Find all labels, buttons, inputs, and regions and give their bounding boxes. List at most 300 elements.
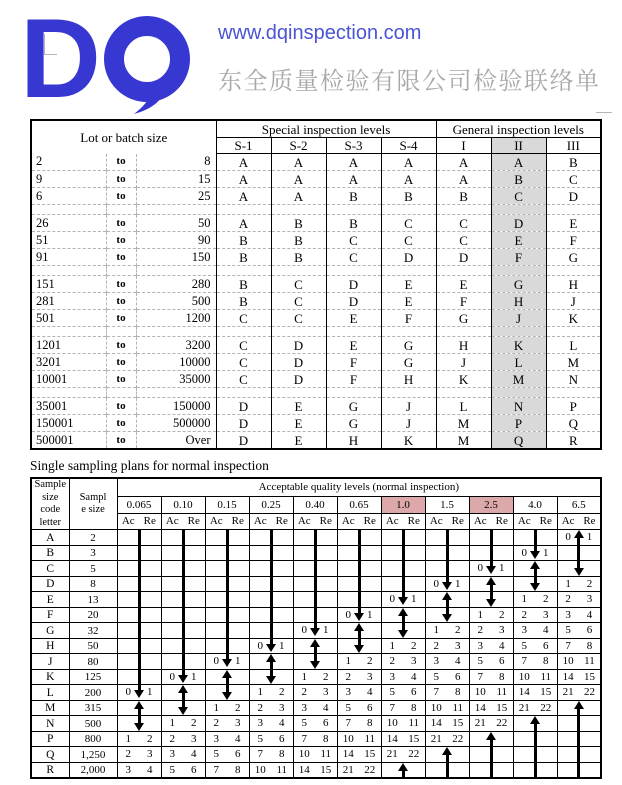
code-letter: C bbox=[31, 561, 69, 577]
aql-value: 1.5 bbox=[425, 496, 469, 513]
plan-cell bbox=[161, 716, 205, 732]
plan-cell bbox=[425, 654, 469, 670]
plan-cell bbox=[557, 561, 601, 577]
plan-cell bbox=[293, 669, 337, 685]
code-letter: D bbox=[31, 576, 69, 592]
arrow-shaft bbox=[118, 670, 161, 685]
down-arrow-icon bbox=[162, 701, 205, 716]
ac-re-pair: 2 3 bbox=[565, 593, 593, 606]
code-letter-cell: A bbox=[216, 171, 271, 188]
down-arrow-icon bbox=[178, 670, 188, 685]
arrow-shaft bbox=[118, 546, 161, 561]
plan-row bbox=[31, 669, 601, 685]
arrow-shaft bbox=[294, 577, 337, 592]
code-letter-cell: F bbox=[381, 310, 436, 327]
plan-cell bbox=[337, 607, 381, 623]
code-letter-cell: B bbox=[216, 249, 271, 266]
plan-cell bbox=[557, 669, 601, 685]
plan-cell bbox=[293, 747, 337, 763]
ac-re-pair: 1 2 bbox=[521, 593, 549, 606]
plan-cell bbox=[293, 638, 337, 654]
code-letter-cell: Q bbox=[491, 432, 546, 450]
ac-re-pair: 2 3 bbox=[345, 670, 373, 683]
plan-cell bbox=[293, 700, 337, 716]
code-letter-cell: E bbox=[436, 276, 491, 293]
arrow-shaft bbox=[294, 530, 337, 545]
ac-re-pair: 5 6 bbox=[565, 624, 593, 637]
ac-re-pair: 2 3 bbox=[169, 732, 197, 745]
plan-cell bbox=[117, 716, 161, 732]
ac-re-pair: 5 6 bbox=[213, 748, 241, 761]
plan-cell bbox=[469, 561, 513, 577]
lot-to-word: to bbox=[106, 154, 136, 171]
plan-cell bbox=[293, 592, 337, 608]
plan-cell bbox=[117, 731, 161, 747]
code-letter-cell: A bbox=[436, 171, 491, 188]
aql-value: 6.5 bbox=[557, 496, 601, 513]
plan-cell bbox=[469, 731, 513, 747]
lot-from: 2 bbox=[31, 154, 106, 171]
code-letter-cell: A bbox=[491, 154, 546, 171]
plan-cell bbox=[249, 700, 293, 716]
arrow-shaft bbox=[162, 608, 205, 623]
plan-cell bbox=[425, 530, 469, 546]
ac-re-pair: 14 15 bbox=[386, 732, 420, 745]
ac-re-pair: 0 1 bbox=[301, 624, 329, 637]
code-letter-cell: B bbox=[326, 188, 381, 205]
arrow-shaft bbox=[206, 577, 249, 592]
code-letter-cell: E bbox=[326, 310, 381, 327]
code-letter-cell: K bbox=[546, 310, 601, 327]
down-arrow-icon bbox=[514, 577, 557, 592]
arrow-shaft bbox=[426, 546, 469, 561]
ac-re-pair: 3 4 bbox=[565, 608, 593, 621]
arrow-shaft bbox=[470, 530, 513, 545]
plan-cell bbox=[161, 530, 205, 546]
ac-re-pair: 10 11 bbox=[342, 732, 376, 745]
up-arrow-icon bbox=[382, 608, 425, 623]
lot-from: 10001 bbox=[31, 371, 106, 388]
ac-re-pair: 3 4 bbox=[433, 655, 461, 668]
plan-cell bbox=[425, 638, 469, 654]
plan-cell bbox=[161, 747, 205, 763]
ac-re-pair: 2 3 bbox=[213, 717, 241, 730]
level-column-S-3: S-3 bbox=[326, 138, 381, 154]
arrow-shaft bbox=[162, 546, 205, 561]
up-arrow-icon bbox=[382, 763, 425, 778]
arrow-shaft bbox=[514, 763, 557, 778]
plan-cell bbox=[469, 592, 513, 608]
ac-re-pair: 3 4 bbox=[301, 701, 329, 714]
ac-re-pair: 0 1 bbox=[521, 546, 549, 559]
code-letter-cell: C bbox=[491, 188, 546, 205]
ac-re-pair: 7 8 bbox=[433, 686, 461, 699]
plan-cell bbox=[249, 530, 293, 546]
up-arrow-icon bbox=[574, 530, 584, 545]
plan-cell bbox=[249, 747, 293, 763]
arrow-shaft bbox=[558, 747, 601, 762]
lot-to-word: to bbox=[106, 188, 136, 205]
ac-re-pair: 14 15 bbox=[342, 748, 376, 761]
ac-re-pair: 7 8 bbox=[345, 717, 373, 730]
spacer-row bbox=[31, 205, 601, 215]
lot-upper: 500000 bbox=[136, 415, 216, 432]
lot-from: 51 bbox=[31, 232, 106, 249]
plan-cell bbox=[249, 638, 293, 654]
lot-row bbox=[31, 188, 601, 205]
lot-to-word: to bbox=[106, 293, 136, 310]
arrow-shaft bbox=[206, 530, 249, 545]
up-arrow-icon bbox=[118, 701, 161, 716]
arrow-shaft bbox=[206, 623, 249, 638]
plan-cell bbox=[425, 716, 469, 732]
lot-upper: 150000 bbox=[136, 398, 216, 415]
aql-value: 2.5 bbox=[469, 496, 513, 513]
plan-cell bbox=[557, 607, 601, 623]
ac-re-pair: 5 6 bbox=[477, 655, 505, 668]
lot-from: 3201 bbox=[31, 354, 106, 371]
down-arrow-icon bbox=[294, 654, 337, 669]
code-letter-cell: H bbox=[436, 337, 491, 354]
lot-upper: 500 bbox=[136, 293, 216, 310]
plan-cell bbox=[381, 638, 425, 654]
website-link[interactable]: www.dqinspection.com bbox=[218, 22, 422, 44]
code-letter-cell: D bbox=[216, 415, 271, 432]
code-letter-cell: F bbox=[546, 232, 601, 249]
dq-logo bbox=[26, 6, 218, 119]
plan-cell bbox=[293, 623, 337, 639]
special-levels-header: Special inspection levels bbox=[216, 120, 436, 138]
plan-cell bbox=[117, 685, 161, 701]
arrow-shaft bbox=[206, 546, 249, 561]
code-letter-cell: A bbox=[216, 188, 271, 205]
plan-cell bbox=[381, 545, 425, 561]
code-letter-cell: B bbox=[436, 188, 491, 205]
sample-size: 8 bbox=[69, 576, 117, 592]
aql-value: 0.25 bbox=[249, 496, 293, 513]
ac-re-pair: 10 11 bbox=[254, 763, 288, 776]
lot-from: 26 bbox=[31, 215, 106, 232]
code-letter-cell: A bbox=[271, 154, 326, 171]
arrow-shaft bbox=[250, 546, 293, 561]
plan-row bbox=[31, 638, 601, 654]
plan-cell bbox=[425, 592, 469, 608]
ac-re-pair: 14 15 bbox=[430, 717, 464, 730]
plan-cell bbox=[249, 669, 293, 685]
lot-size-header: Lot or batch size bbox=[80, 129, 168, 145]
code-letter-cell: P bbox=[546, 398, 601, 415]
lot-upper: 90 bbox=[136, 232, 216, 249]
code-letter-cell: Q bbox=[546, 415, 601, 432]
arrow-shaft bbox=[250, 608, 293, 623]
plan-cell bbox=[469, 623, 513, 639]
ac-re-pair: 7 8 bbox=[565, 639, 593, 652]
up-arrow-icon bbox=[558, 701, 601, 716]
sample-size: 315 bbox=[69, 700, 117, 716]
aql-value: 0.65 bbox=[337, 496, 381, 513]
lot-upper: 8 bbox=[136, 154, 216, 171]
plan-cell bbox=[249, 623, 293, 639]
lot-to-word: to bbox=[106, 415, 136, 432]
ac-re-pair: 0 1 bbox=[389, 593, 417, 606]
plan-cell bbox=[293, 654, 337, 670]
arrow-shaft bbox=[162, 530, 205, 545]
arrow-shaft bbox=[162, 561, 205, 576]
lot-row bbox=[31, 398, 601, 415]
code-letter: K bbox=[31, 669, 69, 685]
plan-cell bbox=[161, 576, 205, 592]
plan-cell bbox=[205, 762, 249, 778]
arrow-shaft bbox=[338, 577, 381, 592]
plan-cell bbox=[381, 762, 425, 778]
lot-row bbox=[31, 337, 601, 354]
code-letter: F bbox=[31, 607, 69, 623]
ac-re-pair: 5 6 bbox=[169, 763, 197, 776]
arrow-shaft bbox=[118, 608, 161, 623]
level-column-III: III bbox=[546, 138, 601, 154]
arrow-shaft bbox=[162, 654, 205, 669]
ac-re-pair: 21 22 bbox=[386, 748, 420, 761]
lot-to-word: to bbox=[106, 276, 136, 293]
arrow-shaft bbox=[294, 561, 337, 576]
code-letter-cell: F bbox=[436, 293, 491, 310]
ac-re-pair: 10 11 bbox=[518, 670, 552, 683]
ac-re-pair: 10 11 bbox=[474, 686, 508, 699]
ac-re-pair: 0 1 bbox=[345, 608, 373, 621]
code-letter: A bbox=[31, 530, 69, 546]
up-arrow-icon bbox=[470, 732, 513, 747]
plan-cell bbox=[205, 576, 249, 592]
ac-re-pair: 3 4 bbox=[257, 717, 285, 730]
code-letter-cell: D bbox=[271, 337, 326, 354]
code-letter-cell: C bbox=[271, 310, 326, 327]
arrow-shaft bbox=[470, 747, 513, 762]
plan-cell bbox=[513, 685, 557, 701]
plan-cell bbox=[425, 669, 469, 685]
sampling-table bbox=[30, 477, 602, 779]
plan-row bbox=[31, 592, 601, 608]
plan-row bbox=[31, 716, 601, 732]
plan-cell bbox=[337, 685, 381, 701]
ac-re-pair: 0 1 bbox=[125, 686, 153, 699]
down-arrow-icon bbox=[206, 685, 249, 700]
logo-letter-q-ring bbox=[114, 26, 180, 92]
code-letter-cell: C bbox=[216, 371, 271, 388]
down-arrow-icon bbox=[442, 577, 452, 592]
arrow-shaft bbox=[382, 561, 425, 576]
up-arrow-icon bbox=[162, 685, 205, 700]
plan-cell bbox=[117, 545, 161, 561]
ac-re-pair: 5 6 bbox=[301, 717, 329, 730]
code-letter: N bbox=[31, 716, 69, 732]
plan-cell bbox=[293, 731, 337, 747]
down-arrow-icon bbox=[118, 716, 161, 731]
code-letter-cell: M bbox=[436, 415, 491, 432]
acre-header: Ac Re bbox=[425, 513, 469, 530]
plan-cell bbox=[161, 592, 205, 608]
code-letter: B bbox=[31, 545, 69, 561]
plan-cell bbox=[513, 576, 557, 592]
sample-size: 32 bbox=[69, 623, 117, 639]
code-letter-cell: A bbox=[326, 171, 381, 188]
acre-header: Ac Re bbox=[337, 513, 381, 530]
code-letter-cell: H bbox=[546, 276, 601, 293]
arrow-shaft bbox=[250, 561, 293, 576]
sample-size: 500 bbox=[69, 716, 117, 732]
plan-cell bbox=[469, 607, 513, 623]
code-letter-cell: G bbox=[381, 337, 436, 354]
aql-header: Acceptable quality levels (normal inspection) bbox=[117, 478, 601, 496]
arrow-shaft bbox=[250, 530, 293, 545]
code-letter: R bbox=[31, 762, 69, 778]
code-letter-cell: E bbox=[381, 293, 436, 310]
sample-size: 2 bbox=[69, 530, 117, 546]
sample-size-header: Sampl e size bbox=[69, 478, 117, 530]
page-crop-mark-right bbox=[596, 112, 612, 113]
ac-re-pair: 10 11 bbox=[562, 655, 595, 668]
plan-cell bbox=[513, 530, 557, 546]
code-letter-cell: J bbox=[381, 415, 436, 432]
code-letter-cell: J bbox=[491, 310, 546, 327]
plan-cell bbox=[557, 530, 601, 546]
plan-cell bbox=[513, 607, 557, 623]
plan-cell bbox=[117, 561, 161, 577]
code-letter-cell: A bbox=[216, 215, 271, 232]
up-arrow-icon bbox=[206, 670, 249, 685]
plan-cell bbox=[161, 623, 205, 639]
plan-row bbox=[31, 576, 601, 592]
plan-cell bbox=[469, 685, 513, 701]
plan-cell bbox=[161, 762, 205, 778]
plan-cell bbox=[557, 654, 601, 670]
code-letter-cell: B bbox=[381, 188, 436, 205]
code-letter-cell: A bbox=[436, 154, 491, 171]
lot-row bbox=[31, 232, 601, 249]
dq-logo-graphic bbox=[26, 6, 218, 114]
plan-cell bbox=[205, 654, 249, 670]
plan-row bbox=[31, 685, 601, 701]
lot-to-word: to bbox=[106, 215, 136, 232]
arrow-shaft bbox=[294, 546, 337, 561]
plan-cell bbox=[381, 592, 425, 608]
down-arrow-icon bbox=[354, 608, 364, 623]
arrow-shaft bbox=[118, 530, 161, 545]
plan-cell bbox=[117, 747, 161, 763]
code-letter-cell: F bbox=[326, 354, 381, 371]
plan-cell bbox=[161, 545, 205, 561]
ac-re-pair: 10 11 bbox=[298, 748, 332, 761]
code-letter-cell: E bbox=[271, 398, 326, 415]
plan-cell bbox=[513, 762, 557, 778]
plan-cell bbox=[513, 731, 557, 747]
code-letter-cell: C bbox=[381, 232, 436, 249]
ac-re-pair: 7 8 bbox=[521, 655, 549, 668]
plan-cell bbox=[161, 731, 205, 747]
plan-cell bbox=[293, 530, 337, 546]
code-letter-cell: A bbox=[381, 171, 436, 188]
plan-cell bbox=[293, 607, 337, 623]
code-letter-cell: L bbox=[491, 354, 546, 371]
lot-row bbox=[31, 293, 601, 310]
ac-re-pair: 7 8 bbox=[301, 732, 329, 745]
up-arrow-icon bbox=[470, 577, 513, 592]
ac-re-pair: 1 2 bbox=[169, 717, 197, 730]
general-levels-header: General inspection levels bbox=[436, 120, 601, 138]
code-letter-cell: E bbox=[546, 215, 601, 232]
plan-cell bbox=[205, 731, 249, 747]
lot-row bbox=[31, 249, 601, 266]
plan-row bbox=[31, 607, 601, 623]
lot-to-word: to bbox=[106, 310, 136, 327]
plan-cell bbox=[513, 654, 557, 670]
code-letter-cell: C bbox=[271, 293, 326, 310]
acre-header: Ac Re bbox=[117, 513, 161, 530]
ac-re-pair: 5 6 bbox=[389, 686, 417, 699]
plan-cell bbox=[337, 592, 381, 608]
down-arrow-icon bbox=[470, 592, 513, 607]
ac-re-pair: 0 1 bbox=[477, 562, 505, 575]
lot-upper: 35000 bbox=[136, 371, 216, 388]
plan-cell bbox=[293, 561, 337, 577]
arrow-shaft bbox=[514, 747, 557, 762]
plan-cell bbox=[337, 747, 381, 763]
plan-cell bbox=[249, 654, 293, 670]
plan-cell bbox=[205, 561, 249, 577]
level-column-II: II bbox=[491, 138, 546, 154]
plan-cell bbox=[469, 669, 513, 685]
acre-header: Ac Re bbox=[469, 513, 513, 530]
ac-re-pair: 5 6 bbox=[257, 732, 285, 745]
plan-cell bbox=[469, 576, 513, 592]
code-letter-cell: C bbox=[436, 215, 491, 232]
code-letter-cell: E bbox=[326, 337, 381, 354]
ac-re-pair: 0 1 bbox=[565, 531, 593, 544]
level-column-S-4: S-4 bbox=[381, 138, 436, 154]
code-letter-cell: D bbox=[491, 215, 546, 232]
arrow-shaft bbox=[558, 763, 601, 778]
arrow-shaft bbox=[250, 623, 293, 638]
plan-cell bbox=[161, 669, 205, 685]
ac-re-pair: 0 1 bbox=[169, 670, 197, 683]
plan-cell bbox=[469, 545, 513, 561]
plan-cell bbox=[469, 654, 513, 670]
plan-cell bbox=[425, 576, 469, 592]
plan-cell bbox=[205, 545, 249, 561]
acre-header: Ac Re bbox=[557, 513, 601, 530]
arrow-shaft bbox=[118, 639, 161, 654]
plan-cell bbox=[381, 654, 425, 670]
ac-re-pair: 5 6 bbox=[521, 639, 549, 652]
sample-size: 3 bbox=[69, 545, 117, 561]
sampling-table-title: Single sampling plans for normal inspection bbox=[30, 458, 269, 473]
spacer-row bbox=[31, 388, 601, 398]
spacer-row bbox=[31, 327, 601, 337]
plan-row bbox=[31, 731, 601, 747]
plan-cell bbox=[161, 607, 205, 623]
plan-cell bbox=[117, 762, 161, 778]
code-letter-cell: M bbox=[491, 371, 546, 388]
ac-re-pair: 0 1 bbox=[433, 577, 461, 590]
plan-cell bbox=[205, 530, 249, 546]
ac-re-pair: 3 4 bbox=[125, 763, 153, 776]
plan-cell bbox=[337, 762, 381, 778]
up-arrow-icon bbox=[426, 592, 469, 607]
lot-row bbox=[31, 276, 601, 293]
plan-cell bbox=[293, 576, 337, 592]
lot-from: 151 bbox=[31, 276, 106, 293]
down-arrow-icon bbox=[530, 546, 540, 561]
code-letter-cell: J bbox=[436, 354, 491, 371]
